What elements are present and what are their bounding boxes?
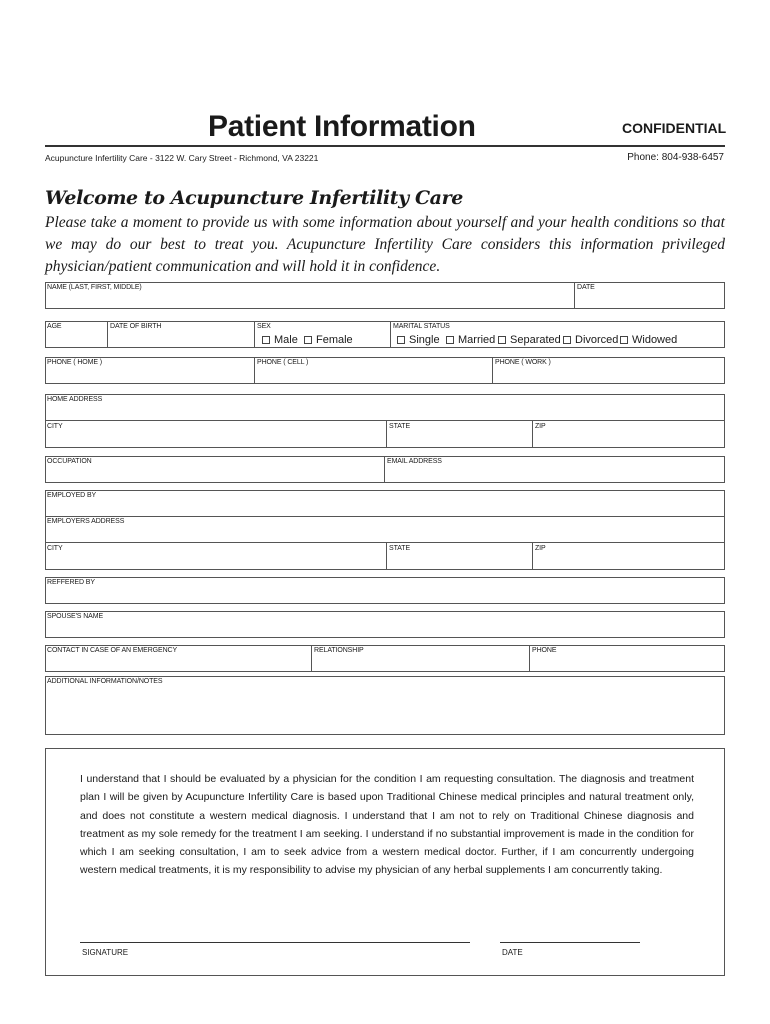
divider bbox=[107, 321, 108, 348]
zip-label: ZIP bbox=[535, 423, 546, 430]
state-label: STATE bbox=[389, 423, 411, 430]
divider bbox=[386, 420, 387, 448]
divider bbox=[384, 456, 385, 483]
referred-by-label: REFFERED BY bbox=[47, 579, 95, 586]
page-title: Patient Information bbox=[208, 110, 476, 143]
signature-line[interactable] bbox=[80, 942, 470, 943]
employer-zip-label: ZIP bbox=[535, 545, 546, 552]
sex-option-female[interactable]: Female bbox=[304, 334, 353, 346]
occupation-label: OCCUPATION bbox=[47, 458, 92, 465]
spouse-name-field[interactable] bbox=[45, 611, 725, 638]
employer-city-label: CITY bbox=[47, 545, 63, 552]
clinic-phone: Phone: 804-938-6457 bbox=[627, 152, 724, 163]
checkbox-icon[interactable] bbox=[563, 336, 571, 344]
marital-option-widowed[interactable]: Widowed bbox=[620, 334, 677, 346]
signature-date-line[interactable] bbox=[500, 942, 640, 943]
phone-cell-label: PHONE ( CELL ) bbox=[257, 359, 309, 366]
marital-option-separated[interactable]: Separated bbox=[498, 334, 561, 346]
welcome-heading: Welcome to Acupuncture Infertility Care bbox=[45, 187, 463, 209]
header-divider bbox=[45, 145, 725, 147]
date-label: DATE bbox=[577, 284, 595, 291]
employer-city-state-zip-row[interactable] bbox=[45, 542, 725, 570]
city-label: CITY bbox=[47, 423, 63, 430]
marital-option-divorced[interactable]: Divorced bbox=[563, 334, 618, 346]
checkbox-icon[interactable] bbox=[620, 336, 628, 344]
checkbox-icon[interactable] bbox=[262, 336, 270, 344]
name-label: NAME (LAST, FIRST, MIDDLE) bbox=[47, 284, 142, 291]
clinic-address: Acupuncture Infertility Care - 3122 W. Cary Street - Richmond, VA 23221 bbox=[45, 153, 319, 163]
divider bbox=[532, 542, 533, 570]
sex-label: SEX bbox=[257, 323, 271, 330]
divider bbox=[492, 357, 493, 384]
email-label: EMAIL ADDRESS bbox=[387, 458, 442, 465]
divider bbox=[254, 357, 255, 384]
divider bbox=[311, 645, 312, 672]
marital-option-married[interactable]: Married bbox=[446, 334, 495, 346]
consent-text: I understand that I should be evaluated by a physician for the condition I am requesting consultation. The diagnosis and treatment plan I will be given by Acupuncture Infertility Care is based upon Traditional Chinese medical principles and natural treatment only, and does not constitute a western medical diagnosis. I understand that I am not to rely on Traditional Chinese diagnosis and treatment as my sole remedy for the treatment I am seeking. I understand if no substantial improvement is made in the condition for which I am seeking consultation, I am to seek advice from a western medical doctor. Further, if I am concurrently undergoing western medical treatments, it is my responsibility to advise my physician of any herbal supplements I am concurrently taking. bbox=[80, 773, 694, 877]
employers-address-label: EMPLOYERS ADDRESS bbox=[47, 518, 125, 525]
notes-label: ADDITIONAL INFORMATION/NOTES bbox=[47, 678, 163, 685]
checkbox-icon[interactable] bbox=[304, 336, 312, 344]
referred-by-field[interactable] bbox=[45, 577, 725, 604]
divider bbox=[390, 321, 391, 348]
checkbox-icon[interactable] bbox=[397, 336, 405, 344]
name-field[interactable] bbox=[45, 282, 725, 309]
divider bbox=[532, 420, 533, 448]
divider bbox=[386, 542, 387, 570]
marital-status-label: MARITAL STATUS bbox=[393, 323, 450, 330]
dob-label: DATE OF BIRTH bbox=[110, 323, 162, 330]
employer-state-label: STATE bbox=[389, 545, 411, 552]
signature-label: SIGNATURE bbox=[82, 948, 129, 957]
age-label: AGE bbox=[47, 323, 62, 330]
home-address-label: HOME ADDRESS bbox=[47, 396, 103, 403]
checkbox-icon[interactable] bbox=[446, 336, 454, 344]
confidential-label: CONFIDENTIAL bbox=[622, 120, 727, 136]
city-state-zip-row[interactable] bbox=[45, 420, 725, 448]
signature-date-label: DATE bbox=[502, 948, 523, 957]
employers-address-field[interactable] bbox=[45, 516, 725, 543]
checkbox-icon[interactable] bbox=[498, 336, 506, 344]
employed-by-label: EMPLOYED BY bbox=[47, 492, 97, 499]
occupation-email-row[interactable] bbox=[45, 456, 725, 483]
welcome-intro: Please take a moment to provide us with some information about yourself and your health conditions so that we may do our best to treat you. Acupuncture Infertility Care considers this information privileged physician/patient communication and will hold it in confidence. bbox=[45, 214, 725, 275]
spouse-name-label: SPOUSE'S NAME bbox=[47, 613, 104, 620]
sex-option-male[interactable]: Male bbox=[262, 334, 298, 346]
divider bbox=[254, 321, 255, 348]
divider bbox=[574, 282, 575, 309]
phone-row[interactable] bbox=[45, 357, 725, 384]
divider bbox=[529, 645, 530, 672]
phone-work-label: PHONE ( WORK ) bbox=[495, 359, 551, 366]
emergency-phone-label: PHONE bbox=[532, 647, 557, 654]
marital-option-single[interactable]: Single bbox=[397, 334, 440, 346]
relationship-label: RELATIONSHIP bbox=[314, 647, 364, 654]
phone-home-label: PHONE ( HOME ) bbox=[47, 359, 102, 366]
emergency-contact-label: CONTACT IN CASE OF AN EMERGENCY bbox=[47, 647, 178, 654]
employed-by-field[interactable] bbox=[45, 490, 725, 517]
home-address-field[interactable] bbox=[45, 394, 725, 421]
